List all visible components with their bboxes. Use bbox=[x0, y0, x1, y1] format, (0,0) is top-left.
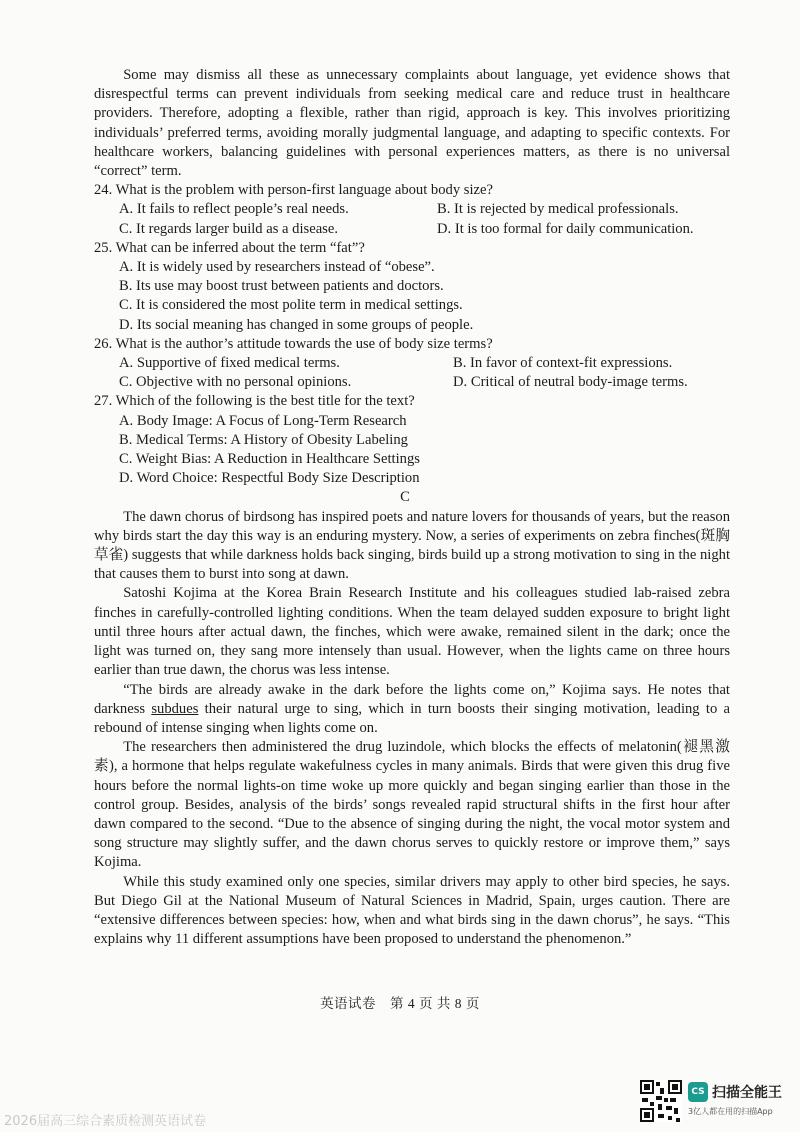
option-c: C. Weight Bias: A Reduction in Healthcare Settings bbox=[119, 451, 420, 468]
options bbox=[94, 258, 730, 335]
paragraph-text-before: “The birds are already awake in the dark before the lights come on,” Kojima says. He notes that darkness bbox=[94, 681, 730, 717]
option-c: C. Objective with no personal opinions. bbox=[119, 374, 352, 391]
section-letter-c: C bbox=[400, 489, 410, 506]
option-a: A. It is widely used by researchers instead of “obese”. bbox=[119, 259, 435, 276]
option-d: D. Critical of neutral body-image terms. bbox=[453, 374, 688, 391]
passage-c-paragraph-3 bbox=[94, 681, 730, 739]
option-d: D. Its social meaning has changed in some groups of people. bbox=[119, 316, 474, 333]
option-a: A. Body Image: A Focus of Long-Term Research bbox=[119, 412, 407, 429]
option-b: B. Its use may boost trust between patients and doctors. bbox=[119, 278, 444, 295]
qr-code-icon bbox=[640, 1080, 682, 1122]
option-d: D. It is too formal for daily communication. bbox=[437, 220, 694, 237]
question-26 bbox=[94, 335, 730, 393]
passage-c-paragraph-1: The dawn chorus of birdsong has inspired poets and nature lovers for thousands of years, but the reason why birds start the day this way is an enduring mystery. Now, a series of experiments on zebra finches(斑胸草雀) suggests that while darkness holds back singing, birds build up a strong motivation to sing in the night that causes them to burst into song at dawn. bbox=[94, 508, 730, 583]
option-b: B. In favor of context-fit expressions. bbox=[453, 355, 673, 372]
option-a: A. Supportive of fixed medical terms. bbox=[119, 355, 340, 372]
option-d: D. Word Choice: Respectful Body Size Description bbox=[119, 470, 420, 487]
paragraph-text-after: their natural urge to sing, which in turn boosts their singing motivation, leading to a rebound of intense singing when lights come on. bbox=[94, 700, 730, 736]
camscanner-name: 扫描全能王 bbox=[712, 1085, 782, 1101]
page-content bbox=[94, 66, 730, 949]
camscanner-tagline: 3亿人都在用的扫描App bbox=[688, 1107, 773, 1116]
options bbox=[94, 200, 730, 238]
passage-c-paragraph-2: Satoshi Kojima at the Korea Brain Research Institute and his colleagues studied lab-raised zebra finches in carefully-controlled lighting conditions. When the team delayed sudden exposure to bright light until three hours after actual dawn, the finches, which were awake, remained silent in the dark; once the light was turned on, they sang more intensely than usual. However, when the lights came on three hours earlier than true dawn, the chorus was less intense. bbox=[94, 585, 730, 679]
option-b: B. It is rejected by medical professionals. bbox=[437, 201, 679, 218]
question-stem: 26. What is the author’s attitude towards the use of body size terms? bbox=[94, 335, 493, 352]
underlined-word: subdues bbox=[151, 700, 199, 717]
option-c: C. It is considered the most polite term in medical settings. bbox=[119, 297, 463, 314]
question-25 bbox=[94, 239, 730, 335]
exam-watermark: 2026届高三综合素质检测英语试卷 bbox=[4, 1114, 207, 1129]
option-c: C. It regards larger build as a disease. bbox=[119, 220, 338, 237]
camscanner-logo: CS bbox=[688, 1082, 708, 1102]
question-stem: 25. What can be inferred about the term “fat”? bbox=[94, 239, 365, 256]
passage-c-paragraph-5: While this study examined only one species, similar drivers may apply to other bird species, he says. But Diego Gil at the National Museum of Natural Sciences in Madrid, Spain, urges caution. There are “extensive differences between species: how, when and what birds sing in the dawn chorus”, he says. “This explains why 11 different assumptions have been proposed to understand the phenomenon.” bbox=[94, 873, 730, 948]
question-stem: 27. Which of the following is the best title for the text? bbox=[94, 393, 415, 410]
option-b: B. Medical Terms: A History of Obesity Labeling bbox=[119, 431, 408, 448]
question-24 bbox=[94, 181, 730, 239]
options bbox=[94, 354, 730, 392]
option-a: A. It fails to reflect people’s real needs. bbox=[119, 201, 349, 218]
passage-b-final-paragraph: Some may dismiss all these as unnecessary complaints about language, yet evidence shows that disrespectful terms can prevent individuals from seeking medical care and reduce trust in healthcare providers. Therefore, adopting a flexible, rather than rigid, approach is key. This involves prioritizing individuals’ preferred terms, avoiding morally judgmental language, and adapting to specific contexts. For healthcare workers, balancing guidelines with personal experiences matters, as there is no universal “correct” term. bbox=[94, 67, 730, 180]
question-stem: 24. What is the problem with person-first language about body size? bbox=[94, 182, 493, 199]
options bbox=[94, 412, 730, 489]
question-27 bbox=[94, 392, 730, 488]
passage-c-paragraph-4: The researchers then administered the drug luzindole, which blocks the effects of melatonin(褪黑激素), a hormone that helps regulate wakefulness cycles in many animals. Birds that were given this drug five hours before the normal lights-on time woke up more quickly and began singing earlier than those in the control group. Besides, analysis of the birds’ songs revealed rapid structural shifts in the first hour after dawn compared to the second. “Due to the absence of singing during the night, the vocal motor system and song structure may slightly suffer, and the dawn chorus serves to quickly restore or improve them,” says Kojima. bbox=[94, 739, 730, 871]
page-footer: 英语试卷 第 4 页 共 8 页 bbox=[320, 996, 480, 1011]
